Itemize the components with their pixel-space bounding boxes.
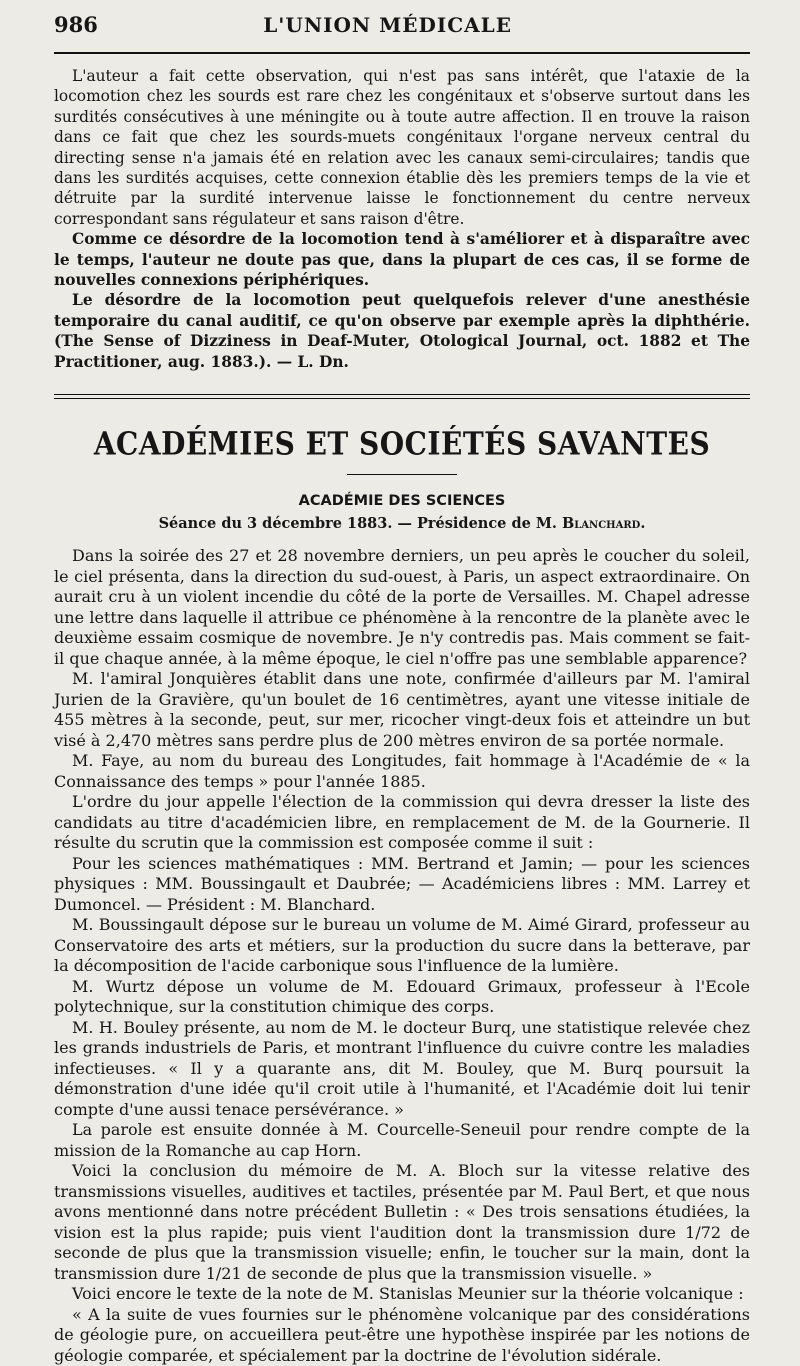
paragraph: M. l'amiral Jonquières établit dans une note, confirmée d'ailleurs par M. l'amiral Jurien de la Gravière, qu'un boulet de 16 centimètres, ayant une vitesse initiale de 455 mètres à la seconde, peut, sur mer, ricocher vingt-deux fois et atteindre un but visé à 2,470 mètres sans perdre plus de 200 mètres environ de sa portée normale. (54, 669, 750, 750)
session-line (54, 515, 750, 532)
paragraph: La parole est ensuite donnée à M. Courcelle-Seneuil pour rendre compte de la mission de la Romanche au cap Horn. (54, 1120, 750, 1160)
paragraph: L'auteur a fait cette observation, qui n'est pas sans intérêt, que l'ataxie de la locomotion chez les sourds est rare chez les congénitaux et s'observe surtout dans les surdités consécutives à une méningite ou à toute autre affection. Il en trouve la raison dans ce fait que chez les sourds-muets congénitaux l'organe nerveux central du directing sense n'a jamais été en relation avec les canaux semi-circulaires; tandis que dans les surdités acquises, cette connexion établie dès les premiers temps de la vie et détruite par la surdité intervenue laisse le fonctionnement du centre nerveux correspondant sans régulateur et sans raison d'être. (54, 67, 750, 228)
journal-title: L'UNION MÉDICALE (263, 13, 512, 37)
running-head (54, 0, 750, 42)
paragraph: Voici encore le texte de la note de M. Stanislas Meunier sur la théorie volcanique : (72, 1284, 744, 1304)
paragraph: L'ordre du jour appelle l'élection de la commission qui devra dresser la liste des candidats au titre d'académicien libre, en remplacement de M. de la Gournerie. Il résulte du scrutin que la commission est composée comme il suit : (54, 792, 750, 853)
paragraph: « A la suite de vues fournies sur le phénomène volcanique par des considérations de géologie pure, on accueillera peut-être une hypothèse inspirée par les notions de géologie comparée, et spécialement par la doctrine de l'évolution sidérale. (54, 1304, 750, 1365)
paragraph: Pour les sciences mathématiques : MM. Bertrand et Jamin; — pour les sciences physiques : MM. Boussingault et Daubrée; — Académiciens libres : MM. Larrey et Dumoncel. — Président : M. Blanchard. (54, 853, 750, 914)
paragraph: Voici la conclusion du mémoire de M. A. Bloch sur la vitesse relative des transmissions visuelles, auditives et tactiles, présentée par M. Paul Bert, et que nous avons mentionné dans notre précédent Bulletin : « Des trois sensations étudiées, la vision est la plus rapide; puis vient l'audition dont la transmission dure 1/72 de seconde de plus que la transmission visuelle; enfin, le toucher sur la main, dont la transmission dure 1/21 de seconde de plus que la transmission visuelle. » (54, 1161, 750, 1283)
president-name: Blanchard (562, 515, 641, 533)
paragraph: Le désordre de la locomotion peut quelquefois relever d'une anesthésie temporaire du canal auditif, ce qu'on observe par exemple après la diphthérie. (The Sense of Dizziness in Deaf-Muter, Otological Journal, oct. 1882 et The Practitioner, aug. 1883.). — L. Dn. (54, 291, 750, 371)
section-divider (54, 394, 750, 399)
paragraph: M. Faye, au nom du bureau des Longitudes, fait hommage à l'Académie de « la Connaissance des temps » pour l'année 1885. (54, 751, 750, 791)
session-suffix: . (640, 515, 646, 533)
section-title: ACADÉMIES ET SOCIÉTÉS SAVANTES (93, 424, 711, 463)
article-continuation (54, 66, 750, 372)
page-number: 986 (54, 12, 98, 37)
session-prefix: Séance du 3 décembre 1883. — Présidence de M. (158, 515, 563, 533)
title-rule (347, 474, 457, 475)
paragraph: Dans la soirée des 27 et 28 novembre derniers, un peu après le coucher du soleil, le ciel présenta, dans la direction du sud-ouest, à Paris, un aspect extraordinaire. On aurait cru à un violent incendie du côté de la porte de Versailles. M. Chapel adresse une lettre dans laquelle il attribue ce phénomène à la rencontre de la planète avec le deuxième essaim cosmique de novembre. Je n'y contredis pas. Mais comment se fait-il que chaque année, à la même époque, le ciel n'offre pas une semblable apparence? (54, 546, 750, 668)
academy-heading: ACADÉMIE DES SCIENCES (298, 493, 506, 510)
paragraph: M. Wurtz dépose un volume de M. Edouard Grimaux, professeur à l'Ecole polytechnique, sur la constitution chimique des corps. (54, 976, 750, 1017)
paragraph: M. H. Bouley présente, au nom de M. le docteur Burq, une statistique relevée chez les grands industriels de Paris, et montrant l'influence du cuivre contre les maladies infectieuses. « Il y a quarante ans, dit M. Bouley, que M. Burq poursuit la démonstration d'une idée qu'il croit utile à l'humanité, et l'Académie doit lui tenir compte d'une aussi tenace persévérance. » (54, 1017, 750, 1119)
academy-report (54, 546, 750, 1366)
header-rule (54, 52, 750, 54)
paragraph: Comme ce désordre de la locomotion tend à s'améliorer et à disparaître avec le temps, l'auteur ne doute pas que, dans la plupart de ces cas, il se forme de nouvelles connexions périphériques. (54, 230, 750, 290)
paragraph: M. Boussingault dépose sur le bureau un volume de M. Aimé Girard, professeur au Conservatoire des arts et métiers, sur la production du sucre dans la betterave, par la décomposition de l'acide carbonique sous l'influence de la lumière. (54, 915, 750, 976)
